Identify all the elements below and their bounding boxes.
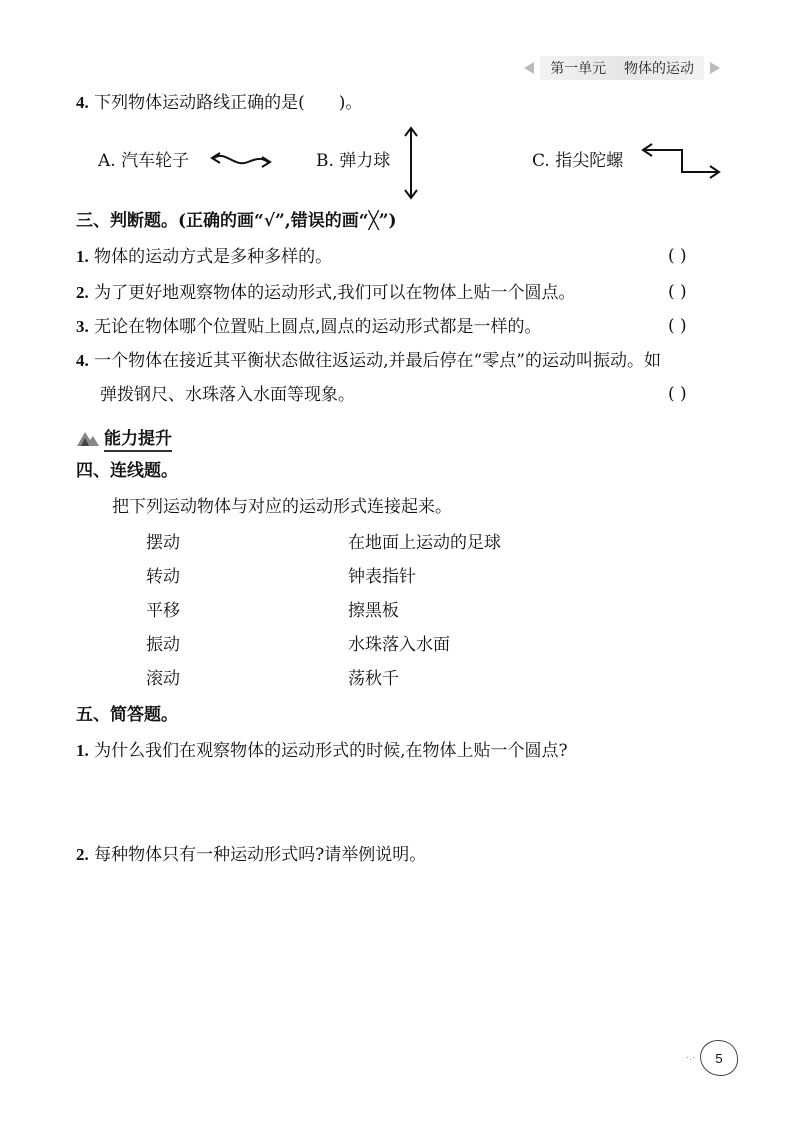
judge-item-1 <box>76 246 332 268</box>
option-b[interactable] <box>316 150 390 172</box>
judge-3-number: 3. <box>76 317 89 336</box>
judge-4-answer[interactable]: ( ) <box>668 384 687 404</box>
match-right-3[interactable]: 擦黑板 <box>348 601 399 621</box>
page-number: 5 <box>700 1040 738 1076</box>
page-header <box>524 56 720 80</box>
match-left-2[interactable]: 转动 <box>146 567 180 587</box>
short-1-number: 1. <box>76 741 89 760</box>
section4-instruction: 把下列运动物体与对应的运动形式连接起来。 <box>112 497 452 517</box>
page-dots: ·.· <box>686 1052 696 1063</box>
q4-text: 下列物体运动路线正确的是( <box>94 93 305 113</box>
vertical-double-arrow-icon <box>400 124 422 202</box>
match-left-5[interactable]: 滚动 <box>146 669 180 689</box>
match-left-1[interactable]: 摆动 <box>146 533 180 553</box>
match-left-4[interactable]: 振动 <box>146 635 180 655</box>
step-arrow-icon <box>638 138 724 184</box>
section5-title: 五、简答题。 <box>76 705 178 725</box>
header-band <box>540 56 704 80</box>
judge-item-3 <box>76 316 542 338</box>
short-2-number: 2. <box>76 845 89 864</box>
q4-number: 4. <box>76 93 89 112</box>
judge-4-number: 4. <box>76 351 89 370</box>
judge-4-text: 一个物体在接近其平衡状态做往返运动,并最后停在“零点”的运动叫振动。如 <box>94 351 661 371</box>
ability-label: 能力提升 <box>104 424 172 452</box>
option-a[interactable] <box>98 150 189 172</box>
judge-1-number: 1. <box>76 247 89 266</box>
ability-banner <box>76 424 172 452</box>
triangle-left-icon <box>524 62 534 74</box>
mountain-icon <box>76 428 100 448</box>
q4-stem <box>76 92 362 114</box>
judge-3-text: 无论在物体哪个位置贴上圆点,圆点的运动形式都是一样的。 <box>94 317 542 337</box>
option-a-label: A. <box>98 151 116 171</box>
match-right-5[interactable]: 荡秋千 <box>348 669 399 689</box>
judge-2-answer[interactable]: ( ) <box>668 282 687 302</box>
short-answer-2 <box>76 844 426 866</box>
match-left-3[interactable]: 平移 <box>146 601 180 621</box>
topic-label: 物体的运动 <box>624 61 694 77</box>
short-1-text: 为什么我们在观察物体的运动形式的时候,在物体上贴一个圆点? <box>94 741 568 761</box>
judge-item-4 <box>76 350 661 372</box>
option-c[interactable] <box>532 150 623 172</box>
option-b-label: B. <box>316 151 334 171</box>
judge-2-text: 为了更好地观察物体的运动形式,我们可以在物体上贴一个圆点。 <box>94 283 576 303</box>
judge-item-2 <box>76 282 576 304</box>
q4-text-end: )。 <box>338 93 363 113</box>
section3-title: 三、判断题。(正确的画“√”,错误的画“╳”) <box>76 211 397 231</box>
short-answer-2-area[interactable] <box>76 874 726 1014</box>
short-2-text: 每种物体只有一种运动形式吗?请举例说明。 <box>94 845 427 865</box>
option-a-text: 汽车轮子 <box>121 151 190 171</box>
judge-3-answer[interactable]: ( ) <box>668 316 687 336</box>
judge-1-answer[interactable]: ( ) <box>668 246 687 266</box>
match-right-1[interactable]: 在地面上运动的足球 <box>348 533 501 553</box>
option-c-label: C. <box>532 151 550 171</box>
unit-label: 第一单元 <box>550 61 607 77</box>
section4-title: 四、连线题。 <box>76 461 178 481</box>
triangle-right-icon <box>710 62 720 74</box>
option-b-text: 弹力球 <box>339 151 391 171</box>
option-c-text: 指尖陀螺 <box>555 151 624 171</box>
judge-1-text: 物体的运动方式是多种多样的。 <box>94 247 333 267</box>
match-right-4[interactable]: 水珠落入水面 <box>348 635 450 655</box>
judge-4-text-line2: 弹拨钢尺、水珠落入水面等现象。 <box>100 385 355 405</box>
match-right-2[interactable]: 钟表指针 <box>348 567 416 587</box>
short-answer-1 <box>76 740 568 762</box>
judge-2-number: 2. <box>76 283 89 302</box>
short-answer-1-area[interactable] <box>76 770 726 830</box>
curved-arrow-icon <box>204 146 276 176</box>
